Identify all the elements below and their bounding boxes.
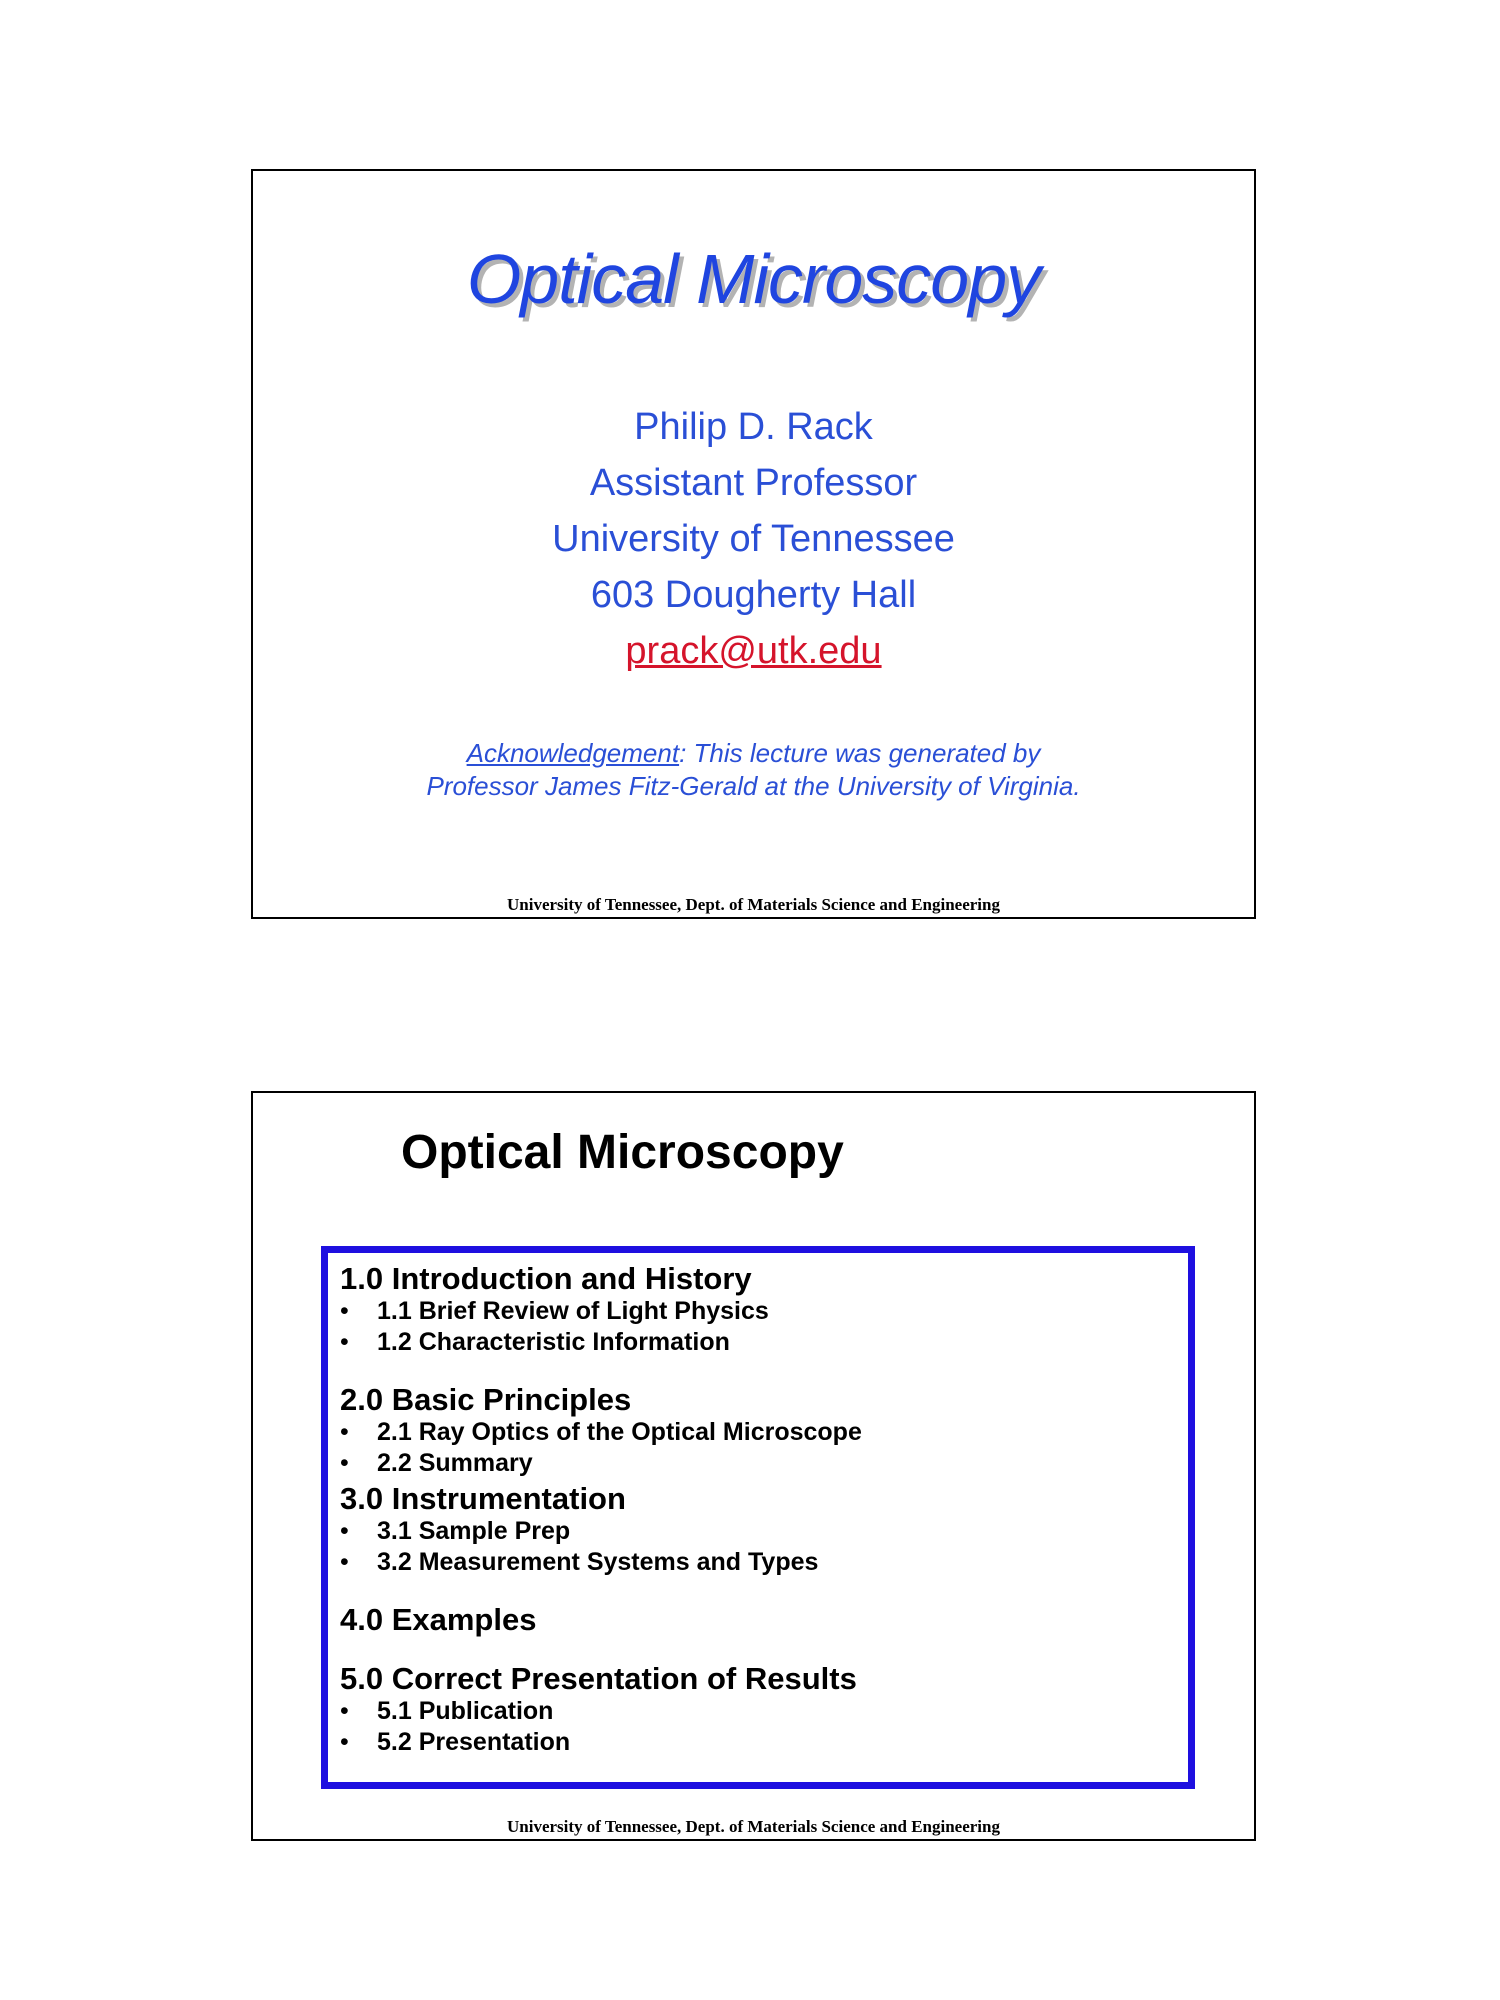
acknowledgement-line1: : This lecture was generated by — [679, 738, 1041, 768]
list-item-label: 1.2 Characteristic Information — [377, 1328, 730, 1356]
bullet-icon: • — [340, 1548, 349, 1576]
list-item — [340, 1516, 1188, 1547]
slide-title: Optical Microscopy — [401, 1126, 844, 1179]
section-heading: 5.0 Correct Presentation of Results — [340, 1661, 857, 1696]
bullet-icon: • — [340, 1697, 349, 1725]
author-name: Philip D. Rack — [634, 406, 873, 448]
outline-section — [340, 1261, 1188, 1358]
outline-box — [321, 1246, 1195, 1789]
bullet-icon: • — [340, 1449, 349, 1477]
bullet-icon: • — [340, 1728, 349, 1756]
section-heading: 1.0 Introduction and History — [340, 1261, 752, 1296]
slide-footer: University of Tennessee, Dept. of Materials Science and Engineering — [507, 1817, 1000, 1836]
list-item — [340, 1727, 1188, 1758]
bullet-icon: • — [340, 1517, 349, 1545]
outline-section — [340, 1661, 1188, 1758]
section-heading: 4.0 Examples — [340, 1602, 537, 1637]
author-address: 603 Dougherty Hall — [590, 574, 917, 616]
author-institution: University of Tennessee — [552, 518, 955, 560]
outline-section — [340, 1481, 1188, 1578]
author-info — [253, 399, 1254, 679]
list-item-label: 3.2 Measurement Systems and Types — [377, 1548, 819, 1576]
list-item-label: 2.2 Summary — [377, 1449, 533, 1477]
bullet-icon: • — [340, 1297, 349, 1325]
section-heading: 3.0 Instrumentation — [340, 1481, 626, 1516]
acknowledgement — [253, 737, 1254, 803]
acknowledgement-label: Acknowledgement — [466, 738, 680, 768]
list-item — [340, 1296, 1188, 1327]
list-item-label: 3.1 Sample Prep — [377, 1517, 571, 1545]
section-heading: 2.0 Basic Principles — [340, 1382, 632, 1417]
list-item — [340, 1448, 1188, 1479]
acknowledgement-line2: Professor James Fitz-Gerald at the University of Virginia. — [426, 771, 1081, 801]
outline-slide — [251, 1091, 1256, 1841]
slide-footer: University of Tennessee, Dept. of Materials Science and Engineering — [507, 895, 1000, 914]
list-item — [340, 1417, 1188, 1448]
author-email-link[interactable]: prack@utk.edu — [625, 630, 882, 672]
list-item-label: 2.1 Ray Optics of the Optical Microscope — [377, 1418, 862, 1446]
list-item-label: 5.2 Presentation — [377, 1728, 571, 1756]
list-item-label: 1.1 Brief Review of Light Physics — [377, 1297, 769, 1325]
list-item-label: 5.1 Publication — [377, 1697, 554, 1725]
outline-section — [340, 1602, 1188, 1637]
slide-title: Optical Microscopy — [466, 240, 1041, 318]
author-position: Assistant Professor — [589, 462, 918, 504]
list-item — [340, 1547, 1188, 1578]
outline-section — [340, 1382, 1188, 1479]
bullet-icon: • — [340, 1418, 349, 1446]
list-item — [340, 1696, 1188, 1727]
title-slide — [251, 169, 1256, 919]
list-item — [340, 1327, 1188, 1358]
bullet-icon: • — [340, 1328, 349, 1356]
